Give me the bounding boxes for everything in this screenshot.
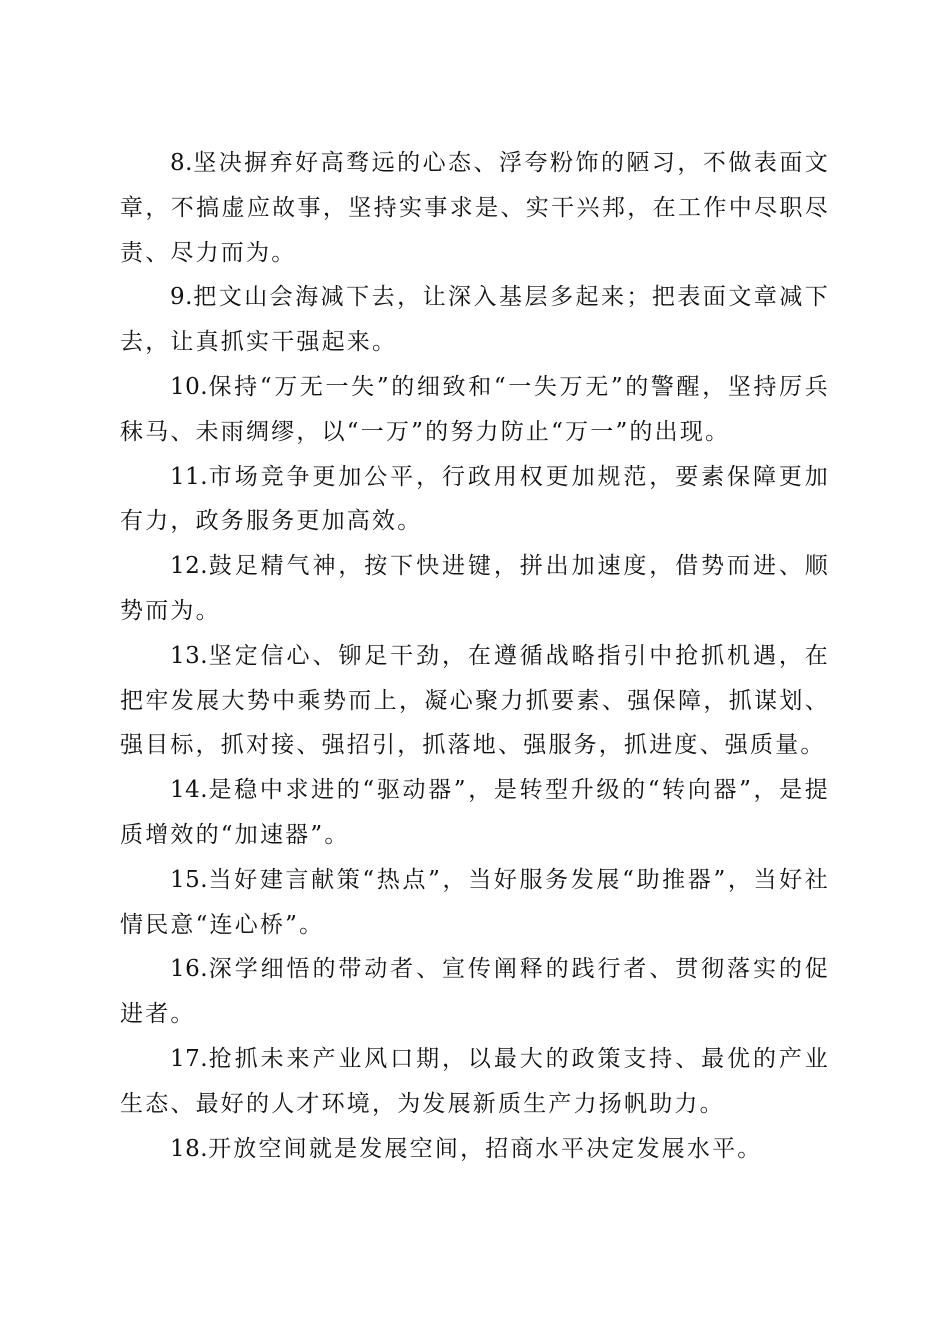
paragraph-10: [120, 365, 830, 455]
paragraph-number: 17.: [170, 1045, 209, 1072]
paragraph-number: 13.: [170, 642, 209, 669]
paragraph-text: 保持“万无一失”的细致和“一失万无”的警醒，坚持厉兵秣马、未雨绸缪，以“一万”的努力防止“万一”的出现。: [120, 373, 830, 445]
paragraph-14: [120, 768, 830, 858]
paragraph-12: [120, 544, 830, 634]
paragraph-number: 8.: [170, 150, 193, 176]
paragraph-text: 市场竞争更加公平，行政用权更加规范，要素保障更加有力，政务服务更加高效。: [120, 463, 830, 535]
paragraph-text: 开放空间就是发展空间，招商水平决定发展水平。: [208, 1135, 763, 1162]
paragraph-number: 16.: [170, 956, 209, 983]
paragraph-text: 是稳中求进的“驱动器”，是转型升级的“转向器”，是提质增效的“加速器”。: [120, 777, 830, 848]
document-body: [120, 141, 830, 1171]
paragraph-8: [120, 141, 830, 275]
paragraph-9: [120, 275, 830, 365]
paragraph-11: [120, 455, 830, 545]
paragraph-17: [120, 1037, 830, 1127]
paragraph-text: 鼓足精气神，按下快进键，拼出加速度，借势而进、顺势而为。: [120, 553, 830, 624]
paragraph-number: 10.: [170, 373, 209, 400]
paragraph-number: 18.: [170, 1135, 209, 1162]
paragraph-15: [120, 858, 830, 948]
paragraph-text: 坚决摒弃好高骛远的心态、浮夸粉饰的陋习，不做表面文章，不搞虚应故事，坚持实事求是、实干兴邦，在工作中尽职尽责、尽力而为。: [120, 150, 830, 266]
paragraph-18: [120, 1127, 830, 1172]
paragraph-number: 12.: [170, 553, 209, 580]
paragraph-number: 15.: [170, 866, 209, 893]
paragraph-text: 抢抓未来产业风口期，以最大的政策支持、最优的产业生态、最好的人才环境，为发展新质生产力扬帆助力。: [120, 1045, 830, 1117]
paragraph-number: 14.: [170, 777, 209, 804]
paragraph-text: 把文山会海减下去，让深入基层多起来；把表面文章减下去，让真抓实干强起来。: [120, 284, 830, 356]
paragraph-text: 当好建言献策“热点”，当好服务发展“助推器”，当好社情民意“连心桥”。: [120, 866, 830, 938]
paragraph-number: 11.: [170, 463, 209, 490]
paragraph-16: [120, 947, 830, 1037]
paragraph-text: 坚定信心、铆足干劲，在遵循战略指引中抢抓机遇，在把牢发展大势中乘势而上，凝心聚力抓要素、强保障，抓谋划、强目标，抓对接、强招引，抓落地、强服务，抓进度、强质量。: [120, 642, 830, 759]
paragraph-13: [120, 634, 830, 768]
paragraph-text: 深学细悟的带动者、宣传阐释的践行者、贯彻落实的促进者。: [120, 956, 830, 1028]
paragraph-number: 9.: [170, 284, 193, 311]
